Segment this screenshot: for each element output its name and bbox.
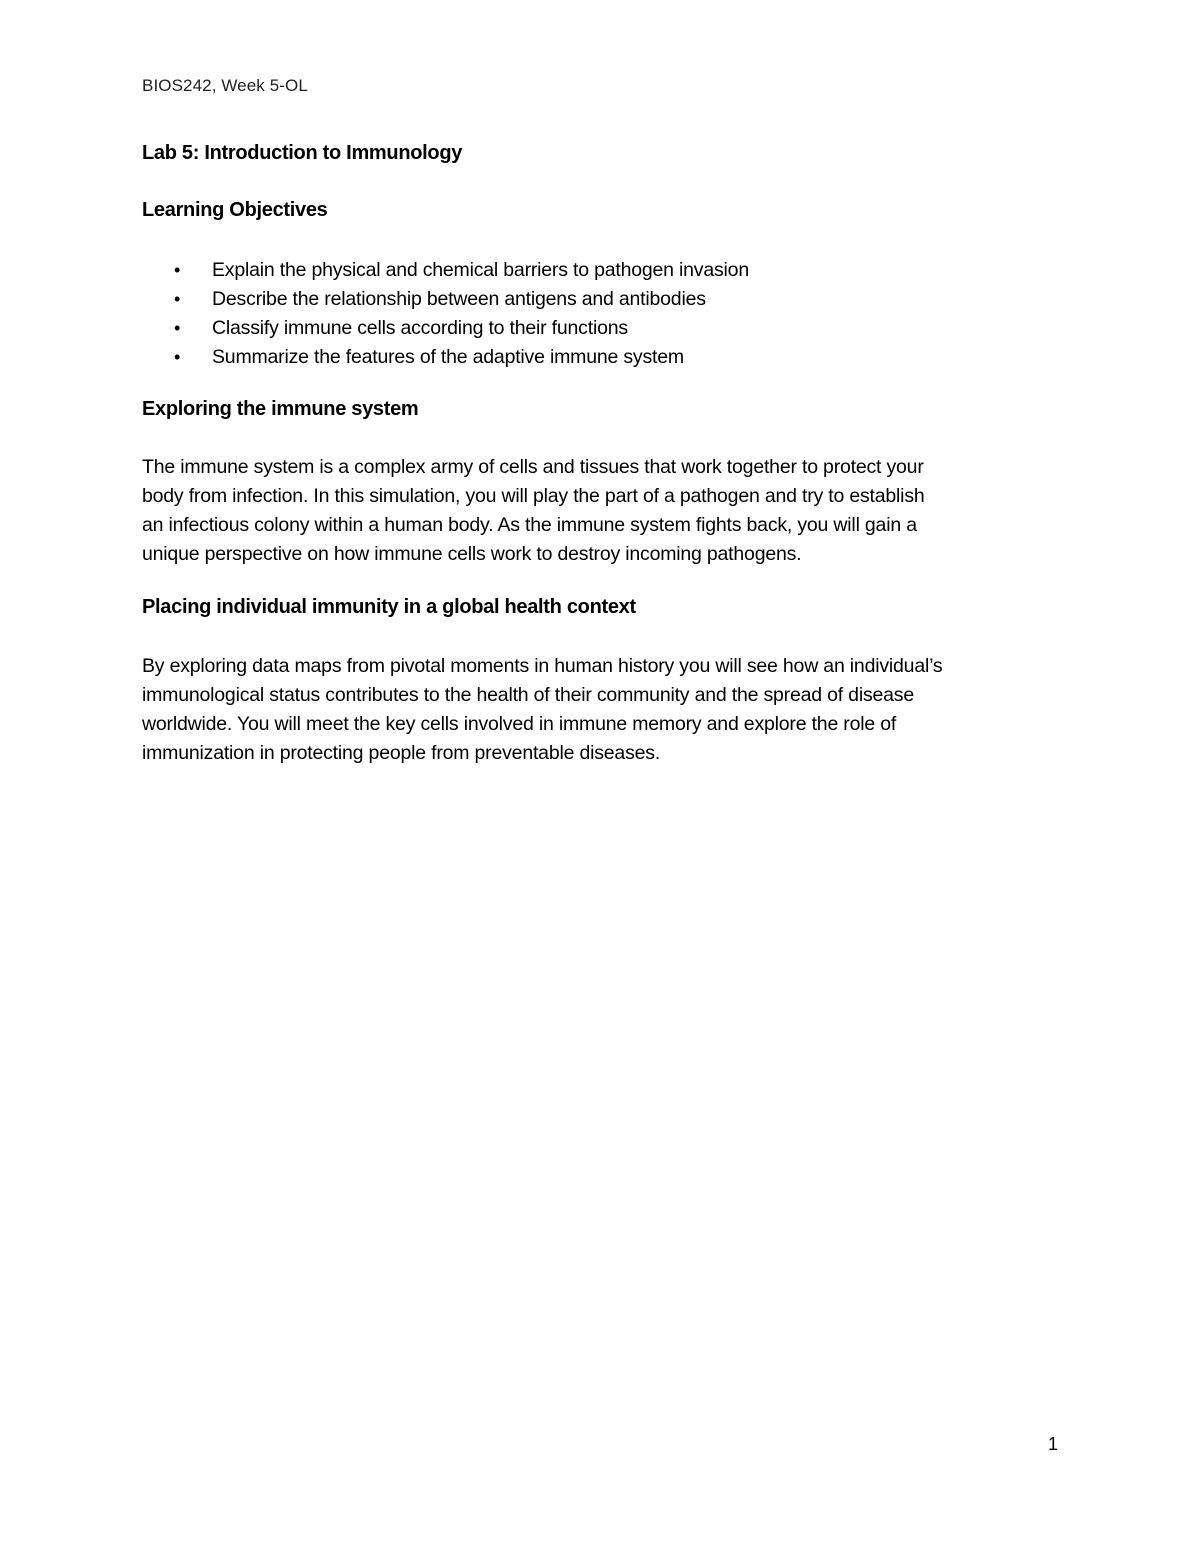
page-header: BIOS242, Week 5-OL (142, 76, 308, 95)
paragraph-line: body from infection. In this simulation, you will play the part of a pathogen and try to establish (142, 485, 925, 507)
objective-text: Summarize the features of the adaptive immune system (212, 346, 684, 368)
bullet-icon: • (174, 260, 181, 280)
objective-text: Describe the relationship between antigens and antibodies (212, 288, 706, 310)
learning-objectives-heading: Learning Objectives (142, 199, 328, 221)
list-item (142, 314, 749, 343)
exploring-immune-system-paragraph (142, 453, 1072, 569)
list-item (142, 343, 749, 372)
document-title: Lab 5: Introduction to Immunology (142, 142, 463, 164)
global-health-paragraph (142, 652, 1072, 768)
paragraph-line: unique perspective on how immune cells work to destroy incoming pathogens. (142, 543, 802, 565)
list-item (142, 285, 749, 314)
global-health-heading: Placing individual immunity in a global health context (142, 596, 636, 618)
paragraph-line: The immune system is a complex army of cells and tissues that work together to protect your (142, 456, 924, 478)
objective-text: Explain the physical and chemical barriers to pathogen invasion (212, 259, 749, 281)
bullet-icon: • (174, 289, 181, 309)
exploring-immune-system-heading: Exploring the immune system (142, 398, 419, 420)
page-number: 1 (1048, 1434, 1059, 1454)
paragraph-line: immunization in protecting people from preventable diseases. (142, 742, 661, 764)
paragraph-line: an infectious colony within a human body. As the immune system fights back, you will gain a (142, 514, 917, 536)
bullet-icon: • (174, 347, 181, 367)
paragraph-line: worldwide. You will meet the key cells involved in immune memory and explore the role of (142, 713, 897, 735)
objective-text: Classify immune cells according to their functions (212, 317, 628, 339)
paragraph-line: By exploring data maps from pivotal moments in human history you will see how an individual’s (142, 655, 943, 677)
bullet-icon: • (174, 318, 181, 338)
list-item (142, 256, 749, 285)
learning-objectives-list (142, 256, 749, 372)
paragraph-line: immunological status contributes to the health of their community and the spread of disease (142, 684, 914, 706)
